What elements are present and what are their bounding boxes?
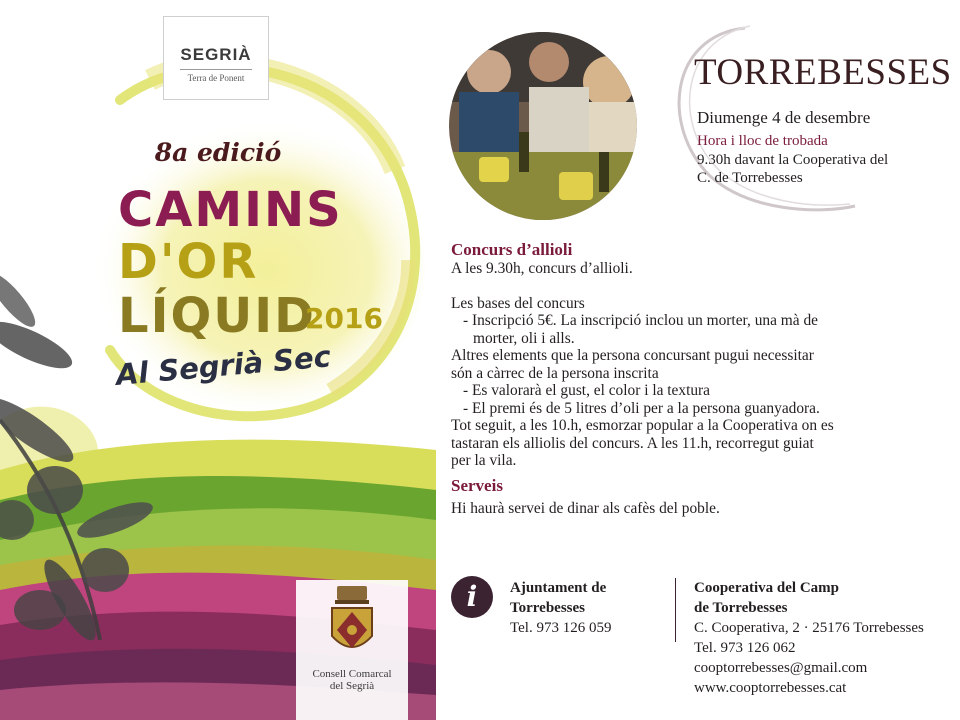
segria-logo — [163, 16, 269, 100]
logo-rule — [180, 69, 252, 70]
coop-name-2: de Torrebesses — [694, 600, 788, 616]
edition-label: 8a edició — [154, 138, 282, 167]
event-poster — [0, 0, 436, 720]
logo-subtitle: Terra de Ponent — [187, 73, 245, 83]
bases-item-2: - Es valorarà el gust, el color i la textura — [463, 382, 711, 399]
coop-website[interactable]: www.cooptorrebesses.cat — [694, 680, 847, 696]
info-icon: i — [451, 576, 493, 618]
coop-phone: Tel. 973 126 062 — [694, 640, 796, 656]
meeting-line-2: C. de Torrebesses — [697, 170, 803, 186]
contact-cooperativa — [694, 578, 954, 698]
ajuntament-name-2: Torrebesses — [510, 600, 585, 616]
council-name — [300, 668, 404, 692]
services-heading: Serveis — [451, 475, 503, 495]
contact-divider — [675, 578, 676, 642]
coop-address: C. Cooperativa, 2 · 25176 Torrebesses — [694, 620, 924, 636]
contest-intro: A les 9.30h, concurs d’allioli. — [451, 260, 633, 277]
contact-ajuntament — [510, 578, 670, 638]
council-line-2: del Segrià — [329, 680, 375, 692]
ajuntament-phone: Tel. 973 126 059 — [510, 620, 612, 636]
poster-title-line-1: CAMINS — [118, 182, 343, 238]
coop-name-1: Cooperativa del Camp — [694, 580, 839, 596]
other-elements-2: són a càrrec de la persona inscrita — [451, 364, 659, 382]
spacer — [451, 278, 941, 295]
bases-item-3: - El premi és de 5 litres d’oli per a la persona guanyadora. — [463, 399, 820, 417]
bases-item-1: - Inscripció 5€. La inscripció inclou un morter, una mà de — [463, 312, 818, 329]
event-date: Diumenge 4 de desembre — [697, 108, 871, 127]
poster-year: 2016 — [305, 302, 383, 335]
services-text: Hi haurà servei de dinar als cafès del poble. — [451, 499, 720, 517]
after-contest-2: tastaran els alliolis del concurs. A les 11.h, recorregut guiat — [451, 434, 814, 452]
other-elements-1: Altres elements que la persona concursant pugui necessitar — [451, 347, 814, 364]
poster-title-line-2: D'OR — [118, 234, 259, 290]
event-details — [451, 240, 941, 517]
council-crest-icon — [327, 586, 377, 666]
logo-title: SEGRIÀ — [180, 45, 252, 64]
bases-item-1-cont: morter, oli i alls. — [473, 329, 575, 347]
bases-title: Les bases del concurs — [451, 294, 585, 312]
olive-fruit — [27, 466, 83, 514]
contest-heading: Concurs d’allioli — [451, 240, 573, 259]
event-photo — [449, 32, 637, 220]
olive-leaf — [0, 313, 78, 377]
ajuntament-name-1: Ajuntament de — [510, 580, 607, 596]
poster-subtitle: Al Segrià Sec — [114, 339, 333, 392]
meeting-heading: Hora i lloc de trobada — [697, 133, 828, 149]
poster-title-line-3: LÍQUID — [118, 288, 316, 344]
meeting-line-1: 9.30h davant la Cooperativa del — [697, 152, 889, 168]
after-contest-1: Tot seguit, a les 10.h, esmorzar popular a la Cooperativa on es — [451, 417, 834, 434]
participants-photo — [449, 32, 637, 220]
after-contest-3: per la vila. — [451, 452, 517, 469]
council-line-1: Consell Comarcal — [312, 668, 392, 680]
olive-fruit — [81, 548, 129, 592]
olive-fruit — [14, 590, 66, 630]
town-name: TORREBESSES — [694, 52, 952, 93]
coop-email[interactable]: cooptorrebesses@gmail.com — [694, 660, 868, 676]
meeting-place — [697, 151, 937, 187]
